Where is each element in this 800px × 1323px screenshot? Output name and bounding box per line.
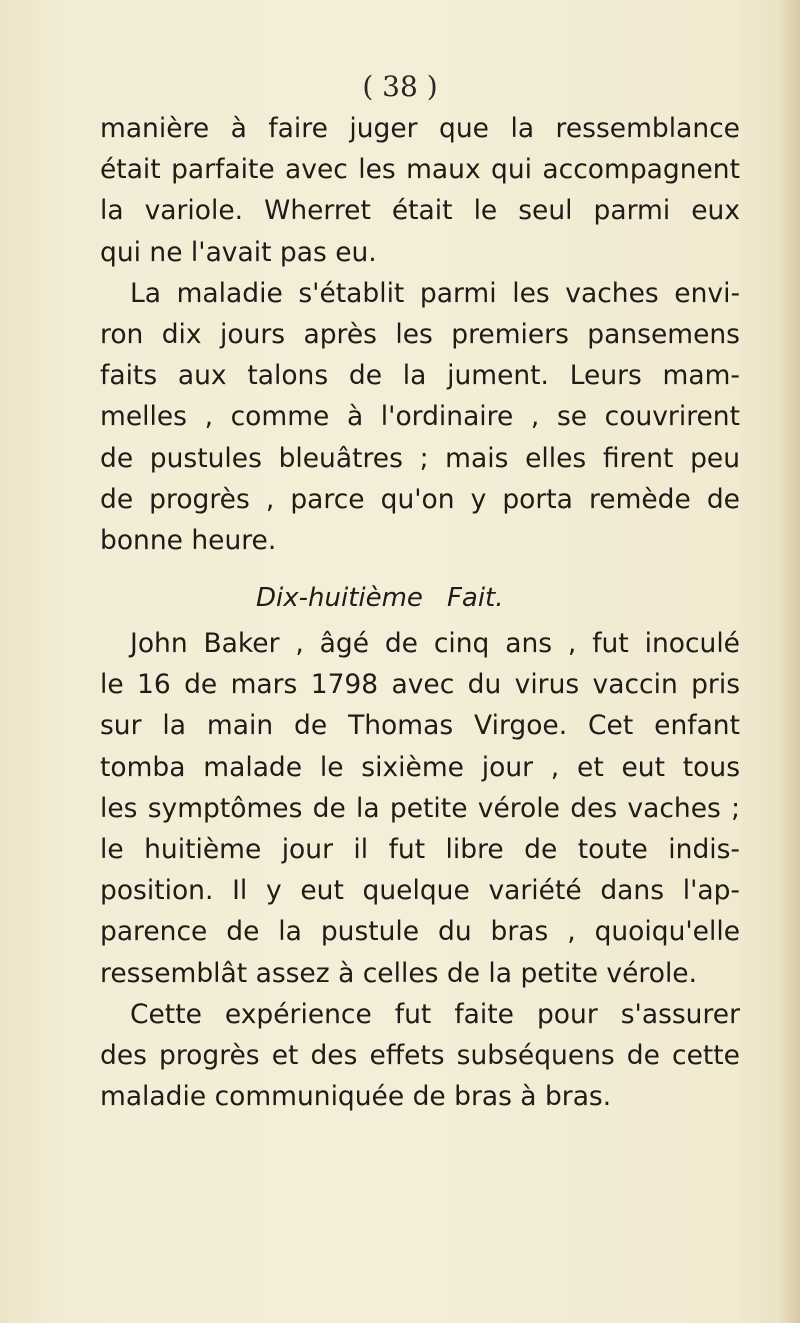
text-line: La maladie s'établit parmi les vaches envi- — [130, 277, 740, 309]
text-line: tomba malade le sixième jour , et eut tous — [100, 751, 740, 783]
text-line: position. Il y eut quelque variété dans l'ap- — [100, 875, 740, 907]
text-line: sur la main de Thomas Virgoe. Cet enfant — [100, 710, 740, 742]
text-line: ressemblât assez à celles de la petite vérole. — [100, 957, 698, 989]
text-line: ron dix jours après les premiers pansemens — [100, 318, 740, 350]
section-heading — [100, 561, 740, 623]
heading-word: Dix-huitième — [256, 583, 423, 614]
paragraph-3 — [100, 623, 740, 994]
text-line: de pustules bleuâtres ; mais elles firent peu — [100, 442, 740, 474]
text-line: qui ne l'avait pas eu. — [100, 236, 377, 268]
page-edge-shadow — [778, 0, 800, 1323]
text-line: maladie communiquée de bras à bras. — [100, 1081, 612, 1113]
text-line: John Baker , âgé de cinq ans , fut inoculé — [130, 628, 740, 660]
paragraph-2 — [100, 273, 740, 561]
text-line: était parfaite avec les maux qui accompagnent — [100, 154, 740, 186]
paragraph-1 — [100, 108, 740, 273]
text-line: de progrès , parce qu'on y porta remède de — [100, 483, 740, 515]
text-line: la variole. Wherret était le seul parmi eux — [100, 195, 740, 227]
text-line: des progrès et des effets subséquens de cette — [100, 1039, 740, 1071]
text-line: Cette expérience fut faite pour s'assurer — [130, 998, 740, 1030]
text-line: faits aux talons de la jument. Leurs mam- — [100, 360, 740, 392]
text-line: les symptômes de la petite vérole des vaches ; — [100, 792, 740, 824]
text-line: bonne heure. — [100, 524, 277, 556]
text-line: parence de la pustule du bras , quoiqu'elle — [100, 916, 740, 948]
text-line: melles , comme à l'ordinaire , se couvrirent — [100, 401, 740, 433]
heading-word: Fait. — [446, 583, 504, 614]
text-line: manière à faire juger que la ressemblance — [100, 113, 740, 144]
paragraph-4 — [100, 994, 740, 1118]
page-number: ( 38 ) — [362, 70, 438, 103]
body-text — [100, 108, 740, 1117]
text-line: le 16 de mars 1798 avec du virus vaccin pris — [100, 669, 740, 701]
text-line: le huitième jour il fut libre de toute indis- — [100, 834, 740, 865]
